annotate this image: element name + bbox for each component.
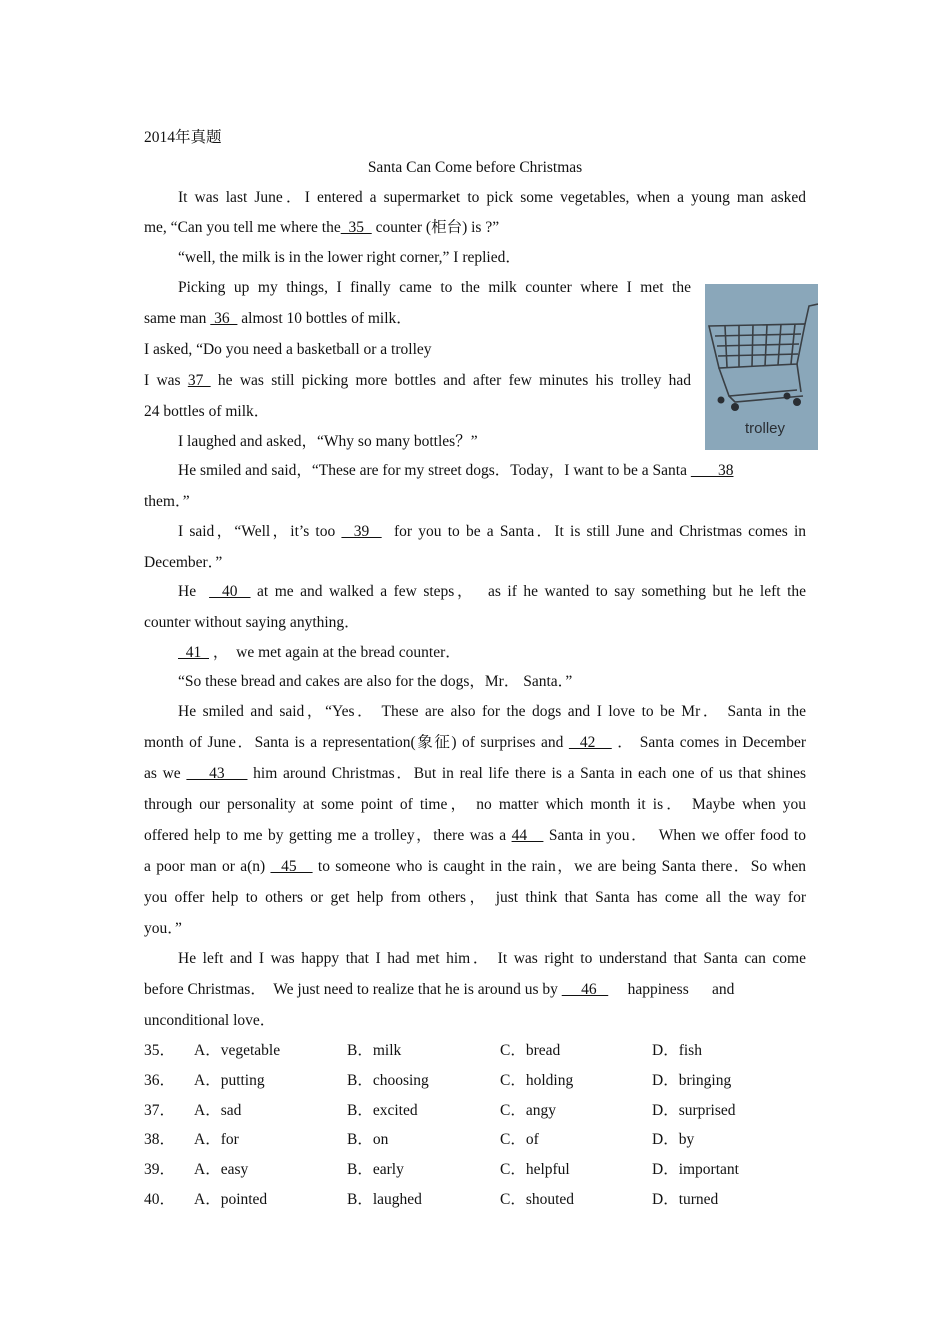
passage-line: I asked, “Do you need a basketball or a trolley bbox=[144, 341, 432, 358]
blank-46: 46 bbox=[561, 981, 609, 998]
passage-line: He 40 at me and walked a few steps， as if he wanted to say something but he left the bbox=[178, 583, 807, 600]
passage-line: me, “Can you tell me where the 35 counter (柜台) is ?” bbox=[144, 219, 500, 236]
question-row bbox=[144, 1101, 806, 1121]
passage-line: “well, the milk is in the lower right corner,” I replied． bbox=[178, 249, 521, 266]
question-number: 35． bbox=[144, 1042, 176, 1059]
blank-40: 40 bbox=[209, 583, 251, 600]
passage-line: 24 bottles of milk． bbox=[144, 403, 270, 420]
passage-line: offered help to me by getting me a trolley，there was a 44 Santa in you． When we offer food to bbox=[144, 827, 806, 844]
passage-line: same man 36 almost 10 bottles of milk． bbox=[144, 310, 412, 327]
section-header: 2014年真题 bbox=[144, 129, 222, 146]
option-d: D．bringing bbox=[652, 1072, 732, 1089]
question-number: 36． bbox=[144, 1072, 176, 1089]
passage-line: a poor man or a(n) 45 to someone who is caught in the rain，we are being Santa there．So when bbox=[144, 858, 806, 875]
passage-line: I laughed and asked，“Why so many bottles？” bbox=[178, 433, 478, 450]
option-a: A．vegetable bbox=[194, 1042, 281, 1059]
option-b: B．laughed bbox=[347, 1191, 422, 1208]
passage-line: them．” bbox=[144, 493, 190, 510]
option-d: D．important bbox=[652, 1161, 739, 1178]
passage-line: you．” bbox=[144, 920, 182, 937]
question-number: 39． bbox=[144, 1161, 176, 1178]
option-d: D．fish bbox=[652, 1042, 702, 1059]
option-d: D．turned bbox=[652, 1191, 719, 1208]
question-number: 37． bbox=[144, 1102, 176, 1119]
passage-line: It was last June．I entered a supermarket to pick some vegetables, when a young man asked bbox=[178, 189, 806, 206]
blank-45: 45 bbox=[270, 858, 313, 875]
question-row bbox=[144, 1130, 806, 1150]
question-row bbox=[144, 1071, 806, 1091]
passage-line: I said，“Well，it’s too 39 for you to be a Santa．It is still June and Christmas comes in bbox=[178, 523, 807, 540]
passage-line: as we 43 him around Christmas．But in real life there is a Santa in each one of us that shines bbox=[144, 765, 806, 782]
blank-35: 35 bbox=[340, 219, 372, 236]
option-d: D．surprised bbox=[652, 1102, 736, 1119]
option-c: C．holding bbox=[500, 1072, 574, 1089]
option-c: C．of bbox=[500, 1131, 539, 1148]
option-b: B．on bbox=[347, 1131, 389, 1148]
trolley-image bbox=[705, 284, 818, 450]
trolley-icon bbox=[705, 284, 818, 450]
passage-line: He smiled and said，“These are for my street dogs．Today，I want to be a Santa 38 bbox=[178, 462, 734, 479]
question-number: 38． bbox=[144, 1131, 176, 1148]
blank-42: 42 bbox=[568, 734, 612, 751]
trolley-label: trolley bbox=[745, 420, 786, 437]
option-b: B．excited bbox=[347, 1102, 418, 1119]
passage-line: you offer help to others or get help from others， just think that Santa has come all the way for bbox=[144, 889, 806, 906]
option-d: D．by bbox=[652, 1131, 695, 1148]
passage-line: I was 37 he was still picking more bottles and after few minutes his trolley had bbox=[144, 372, 691, 389]
passage-line: through our personality at some point of time， no matter which month it is． Maybe when you bbox=[144, 796, 806, 813]
option-b: B．early bbox=[347, 1161, 404, 1178]
option-c: C．helpful bbox=[500, 1161, 570, 1178]
passage-line: unconditional love． bbox=[144, 1012, 276, 1029]
option-c: C．angy bbox=[500, 1102, 556, 1119]
passage-line: He smiled and said，“Yes． These are also for the dogs and I love to be Mr． Santa in the bbox=[178, 703, 806, 720]
blank-37: 37 bbox=[187, 372, 211, 389]
blank-36: 36 bbox=[210, 310, 238, 327]
question-row bbox=[144, 1190, 806, 1210]
question-number: 40． bbox=[144, 1191, 176, 1208]
option-b: B．choosing bbox=[347, 1072, 429, 1089]
passage-line: counter without saying anything． bbox=[144, 614, 360, 631]
option-b: B．milk bbox=[347, 1042, 402, 1059]
option-c: C．shouted bbox=[500, 1191, 575, 1208]
option-a: A．putting bbox=[194, 1072, 265, 1089]
option-a: A．sad bbox=[194, 1102, 242, 1119]
passage-line: “So these bread and cakes are also for the dogs，Mr． Santa．” bbox=[178, 673, 573, 690]
passage-line: December．” bbox=[144, 554, 223, 571]
passage-line: 41 ， we met again at the bread counter． bbox=[178, 644, 461, 661]
passage-line: Picking up my things, I finally came to the milk counter where I met the bbox=[178, 279, 691, 296]
passage-line: before Christmas． We just need to realize that he is around us by 46 happiness and bbox=[144, 981, 735, 998]
option-a: A．easy bbox=[194, 1161, 249, 1178]
question-row bbox=[144, 1041, 806, 1061]
question-row bbox=[144, 1160, 806, 1180]
blank-43: 43 bbox=[186, 765, 248, 782]
blank-39: 39 bbox=[341, 523, 382, 540]
option-a: A．for bbox=[194, 1131, 239, 1148]
blank-38: 38 bbox=[690, 462, 734, 479]
passage-title: Santa Can Come before Christmas bbox=[367, 159, 583, 176]
passage-line: He left and I was happy that I had met him． It was right to understand that Santa can come bbox=[178, 950, 806, 967]
option-c: C．bread bbox=[500, 1042, 561, 1059]
option-a: A．pointed bbox=[194, 1191, 268, 1208]
passage-line: month of June．Santa is a representation(象征) of surprises and 42 ． Santa comes in December bbox=[144, 734, 806, 751]
blank-44: 44 bbox=[511, 827, 544, 844]
blank-41: 41 bbox=[178, 644, 209, 661]
